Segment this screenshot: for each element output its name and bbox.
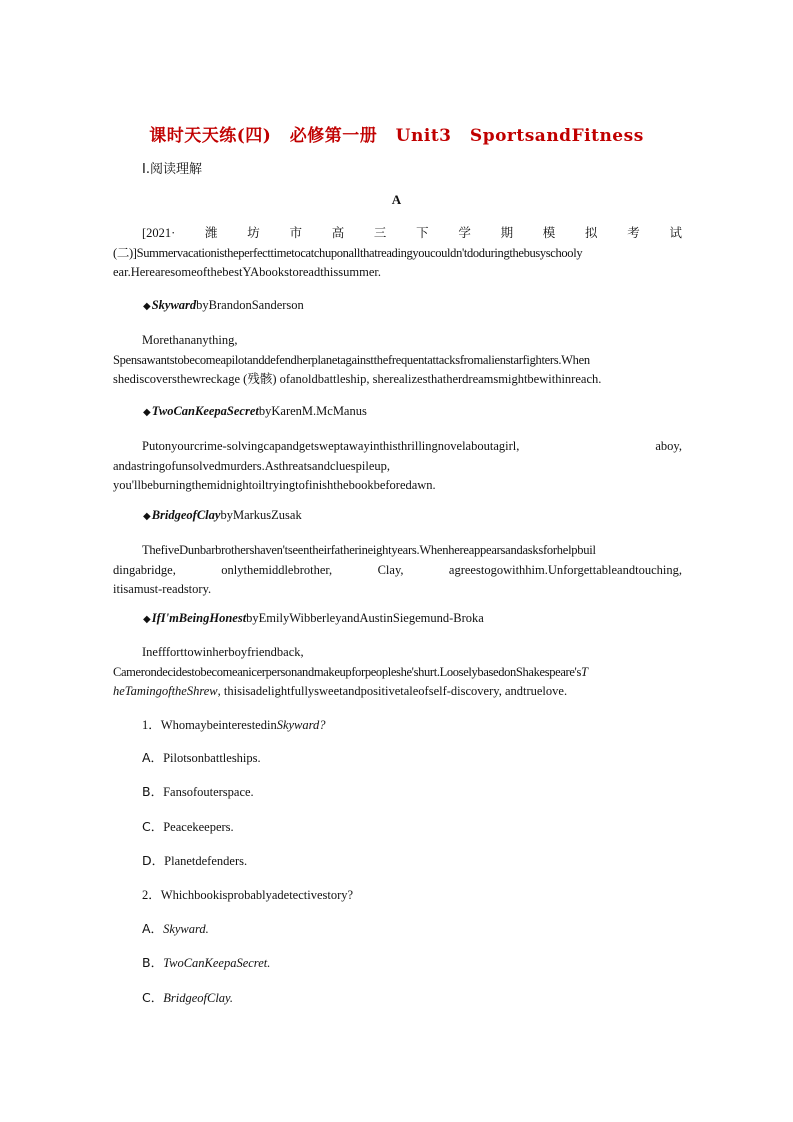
book-desc-4 (113, 643, 682, 702)
book-title: BridgeofClay (151, 508, 221, 522)
book-desc-1 (113, 331, 682, 390)
desc-line (113, 663, 682, 683)
option-text: Peacekeepers. (163, 820, 234, 834)
option-text: TwoCanKeepaSecret. (163, 956, 271, 970)
source-char: 试 (669, 226, 682, 240)
option-letter: B． (142, 955, 164, 970)
diamond-bullet-icon: ◆ (143, 301, 151, 312)
desc-line: Morethananything, (142, 333, 238, 347)
book-author: byEmilyWibberleyandAustinSiegemund-Broka (246, 611, 484, 625)
source-char: 坊 (247, 226, 260, 240)
book-title: IfI'mBeingHonest (151, 611, 247, 625)
desc-text: Putonyourcrime-solvingcapandgetsweptawayinthisthrillingnovelaboutagirl, (142, 439, 520, 453)
option-letter: C． (142, 819, 164, 834)
desc-text: Camerondecidestobecomeanicerpersonandmakeupforpeopleshe'shurt.LooselybasedonShakespeare's (113, 664, 581, 679)
book-desc-2 (113, 437, 682, 496)
option-text: Fansofouterspace. (163, 785, 254, 799)
option-1a[interactable] (142, 748, 261, 766)
desc-text: , thisisadelightfullysweetandpositivetaleofself-discovery, andtruelove. (217, 684, 568, 698)
desc-line (113, 561, 682, 581)
desc-text: T (580, 664, 588, 679)
option-text: Planetdefenders. (164, 854, 248, 868)
source-char: 学 (458, 226, 471, 240)
question-text: Whichbookisprobablyadetectivestory? (160, 888, 354, 902)
source-char: 三 (373, 226, 387, 240)
book-author: byMarkusZusak (220, 508, 302, 522)
source-char: 市 (289, 226, 302, 240)
source-char: 考 (627, 226, 640, 240)
option-text: Pilotsonbattleships. (163, 751, 261, 765)
option-letter: A． (142, 750, 164, 765)
option-1b[interactable] (142, 782, 254, 800)
question-number: 1． (142, 718, 161, 732)
book-heading-3 (143, 508, 302, 523)
book-author: byBrandonSanderson (196, 298, 304, 312)
option-letter: C． (142, 990, 164, 1005)
book-heading-4 (143, 611, 484, 626)
option-2b[interactable] (142, 953, 270, 971)
book-title: Skyward (151, 298, 197, 312)
question-number: 2． (142, 888, 161, 902)
option-1d[interactable] (142, 851, 247, 869)
title-topic: SportsandFitness (469, 126, 644, 146)
source-line (113, 224, 682, 244)
desc-text: aboy, (655, 439, 682, 453)
option-letter: D． (142, 853, 165, 868)
intro-line-2: (二)]Summervacationistheperfecttimetocatchuponallthatreadingyoucouldn'tdoduringthebusyschooly (113, 245, 583, 260)
section-heading: Ⅰ.阅读理解 (142, 162, 202, 177)
question-text: Skyward? (276, 718, 326, 732)
option-letter: B． (142, 784, 164, 799)
option-text: BridgeofClay. (163, 991, 234, 1005)
desc-text: agreestogowithhim.Unforgettableandtouching, (448, 562, 682, 577)
source-char: 潍 (205, 226, 218, 240)
source-char: 拟 (585, 226, 598, 240)
question-1 (142, 715, 326, 733)
option-text: Skyward. (163, 922, 209, 936)
diamond-bullet-icon: ◆ (143, 407, 151, 418)
desc-text: dingabridge, (113, 562, 176, 577)
option-2c[interactable] (142, 988, 233, 1006)
question-text: Whomaybeinterestedin (160, 718, 277, 732)
option-2a[interactable] (142, 919, 209, 937)
book-title: TwoCanKeepaSecret (151, 404, 259, 418)
desc-line (113, 682, 682, 702)
desc-text: heTamingoftheShrew (113, 684, 218, 698)
desc-text: onlythemiddlebrother, (221, 562, 333, 577)
desc-text: Clay, (377, 562, 404, 577)
question-2 (142, 885, 353, 903)
desc-line (113, 437, 682, 457)
title-lesson: 课时天天练(四) (149, 126, 272, 146)
book-heading-2 (143, 404, 367, 419)
book-author: byKarenM.McManus (258, 404, 367, 418)
title-unit: Unit3 (395, 126, 452, 146)
page-title (0, 121, 793, 146)
intro-line-3: ear.HerearesomeofthebestYAbookstoreadthissummer. (113, 265, 381, 279)
option-1c[interactable] (142, 817, 234, 835)
desc-line: Spensawantstobecomeapilotanddefendherplanetagainstthefrequentattacksfromalienstarfighters.When (113, 352, 590, 367)
source-char: 模 (542, 226, 556, 240)
intro-paragraph (113, 224, 682, 283)
source-char: 下 (416, 226, 429, 240)
desc-line: shediscoversthewreckage (残骸) ofanoldbattleship, sherealizesthatherdreamsmightbewithinreach. (113, 372, 602, 386)
book-desc-3 (113, 541, 682, 600)
desc-line: you'llbeburningthemidnightoiltryingtofinishthebookbeforedawn. (113, 478, 436, 492)
option-letter: A． (142, 921, 164, 936)
desc-line: Ineffforttowinherboyfriendback, (142, 645, 304, 659)
diamond-bullet-icon: ◆ (143, 511, 151, 522)
source-year: [2021· (142, 226, 176, 240)
diamond-bullet-icon: ◆ (143, 614, 151, 625)
passage-label: A (391, 192, 402, 207)
desc-line: ThefiveDunbarbrothershaven'tseentheirfatherineightyears.Whenhereappearsandasksforhelpbuil (142, 543, 596, 557)
source-char: 期 (500, 226, 514, 240)
desc-line: andastringofunsolvedmurders.Asthreatsandcluespileup, (113, 458, 391, 473)
title-book: 必修第一册 (289, 126, 378, 146)
source-char: 高 (331, 226, 345, 240)
book-heading-1 (143, 298, 304, 313)
desc-line: itisamust-readstory. (113, 582, 212, 596)
